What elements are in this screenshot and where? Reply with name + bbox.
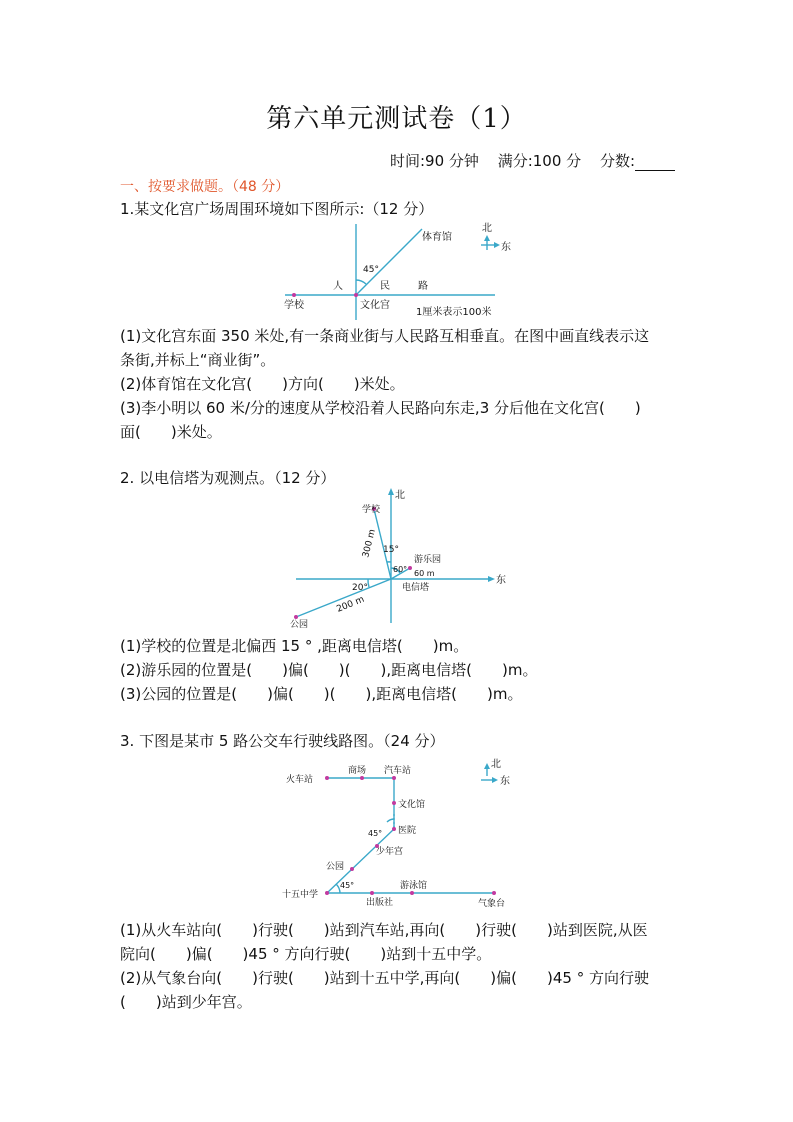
q3-item-2b: ( )站到少年宫。 bbox=[120, 993, 252, 1011]
tower-label: 电信塔 bbox=[402, 583, 430, 593]
angle20-arc bbox=[368, 579, 369, 587]
q1-item-1a: (1)文化宫东面 350 米处,有一条商业街与人民路互相垂直。在图中画直线表示这 bbox=[120, 327, 650, 345]
q1-item-2: (2)体育馆在文化宫( )方向( )米处。 bbox=[120, 375, 405, 393]
score-blank[interactable] bbox=[635, 156, 675, 171]
publisher-label: 出版社 bbox=[366, 898, 394, 907]
q1-figure bbox=[270, 218, 530, 322]
angle60-label: 60° bbox=[393, 565, 408, 574]
pool-label: 游泳馆 bbox=[400, 881, 428, 891]
section-heading: 一、按要求做题。（48 分） bbox=[120, 179, 290, 195]
bus-label: 汽车站 bbox=[384, 766, 412, 776]
weather-label: 气象台 bbox=[478, 899, 506, 907]
publisher-point bbox=[370, 891, 374, 895]
angle-arc bbox=[356, 280, 366, 284]
mall-label: 商场 bbox=[348, 766, 367, 776]
q3-item-1a: (1)从火车站向( )行驶( )站到汽车站,再向( )行驶( )站到医院,从医 bbox=[120, 921, 648, 939]
culture-label: 文化馆 bbox=[398, 800, 426, 810]
bus-point bbox=[392, 776, 396, 780]
park-distance-label: 200 m bbox=[335, 594, 366, 615]
pool-point bbox=[410, 891, 414, 895]
north-label: 北 bbox=[491, 759, 501, 770]
time-label: 时间:90 分钟 bbox=[390, 152, 479, 170]
school-label: 学校 bbox=[362, 505, 381, 515]
q1-item-1b: 条街,并标上“商业街”。 bbox=[120, 351, 276, 369]
north-label: 北 bbox=[395, 490, 405, 501]
road-char-1: 人 bbox=[333, 281, 343, 292]
north-label: 北 bbox=[482, 223, 492, 234]
east-arrow-head bbox=[488, 576, 495, 582]
park-label: 公园 bbox=[290, 620, 309, 630]
q3-title: 3. 下图是某市 5 路公交车行驶线路图。（24 分） bbox=[120, 732, 445, 750]
east-arrow-head bbox=[494, 242, 500, 248]
scale-label: 1厘米表示100米 bbox=[416, 307, 492, 318]
north-arrow-head bbox=[484, 235, 490, 241]
page-title: 第六单元测试卷（1） bbox=[266, 104, 527, 134]
angle15-label: 15° bbox=[383, 545, 399, 555]
q2-item-1: (1)学校的位置是北偏西 15 ° ,距离电信塔( )m。 bbox=[120, 637, 469, 655]
gym-label: 体育馆 bbox=[422, 232, 452, 243]
q1-item-3b: 面( )米处。 bbox=[120, 423, 222, 441]
east-arrow-head bbox=[492, 777, 498, 783]
park-label: 公园 bbox=[326, 862, 345, 872]
q3-figure bbox=[280, 757, 525, 907]
q2-item-2: (2)游乐园的位置是( )偏( )( ),距离电信塔( )m。 bbox=[120, 661, 538, 679]
fun-park-label: 游乐园 bbox=[414, 555, 442, 565]
school-point bbox=[292, 293, 296, 297]
palace-label: 文化宫 bbox=[360, 300, 390, 311]
school-direction-line bbox=[374, 509, 391, 579]
angle45a-label: 45° bbox=[368, 829, 383, 838]
park-point bbox=[350, 867, 354, 871]
q1-title: 1.某文化宫广场周围环境如下图所示:（12 分） bbox=[120, 200, 434, 218]
hospital-label: 医院 bbox=[398, 826, 417, 836]
east-label: 东 bbox=[496, 575, 506, 586]
hospital-point bbox=[392, 827, 396, 831]
school15-point bbox=[325, 891, 329, 895]
school-label: 学校 bbox=[284, 300, 304, 311]
north-arrow-head bbox=[388, 488, 394, 495]
train-point bbox=[325, 776, 329, 780]
road-char-3: 路 bbox=[418, 281, 428, 292]
east-label: 东 bbox=[501, 242, 511, 253]
weather-point bbox=[492, 891, 496, 895]
score-label: 分数: bbox=[599, 152, 635, 170]
fun-park-point bbox=[408, 566, 412, 570]
q2-figure bbox=[290, 486, 520, 632]
park-point bbox=[294, 615, 298, 619]
angle45b-label: 45° bbox=[340, 881, 355, 890]
q2-title: 2. 以电信塔为观测点。（12 分） bbox=[120, 469, 336, 487]
north-arrow-head bbox=[484, 763, 490, 769]
route-hospital-to-school15 bbox=[327, 829, 394, 893]
youth-label: 少年宫 bbox=[376, 847, 404, 857]
fun-park-distance-label: 60 m bbox=[414, 569, 435, 578]
full-score-label: 满分:100 分 bbox=[497, 152, 582, 170]
q1-item-3a: (3)李小明以 60 米/分的速度从学校沿着人民路向东走,3 分后他在文化宫( ) bbox=[120, 399, 641, 417]
q3-item-2a: (2)从气象台向( )行驶( )站到十五中学,再向( )偏( )45 ° 方向行驶 bbox=[120, 969, 649, 987]
angle45a-arc bbox=[387, 819, 394, 822]
angle20-label: 20° bbox=[352, 583, 368, 593]
palace-point bbox=[354, 293, 358, 297]
mall-point bbox=[360, 776, 364, 780]
angle-label: 45° bbox=[363, 265, 379, 275]
school-distance-label: 300 m bbox=[361, 528, 378, 559]
train-label: 火车站 bbox=[286, 775, 314, 785]
exam-meta bbox=[390, 150, 689, 171]
culture-point bbox=[392, 801, 396, 805]
east-label: 东 bbox=[500, 776, 510, 787]
road-char-2: 民 bbox=[380, 281, 390, 292]
school15-label: 十五中学 bbox=[282, 890, 319, 900]
q2-item-3: (3)公园的位置是( )偏( )( ),距离电信塔( )m。 bbox=[120, 685, 523, 703]
q3-item-1b: 院向( )偏( )45 ° 方向行驶( )站到十五中学。 bbox=[120, 945, 492, 963]
